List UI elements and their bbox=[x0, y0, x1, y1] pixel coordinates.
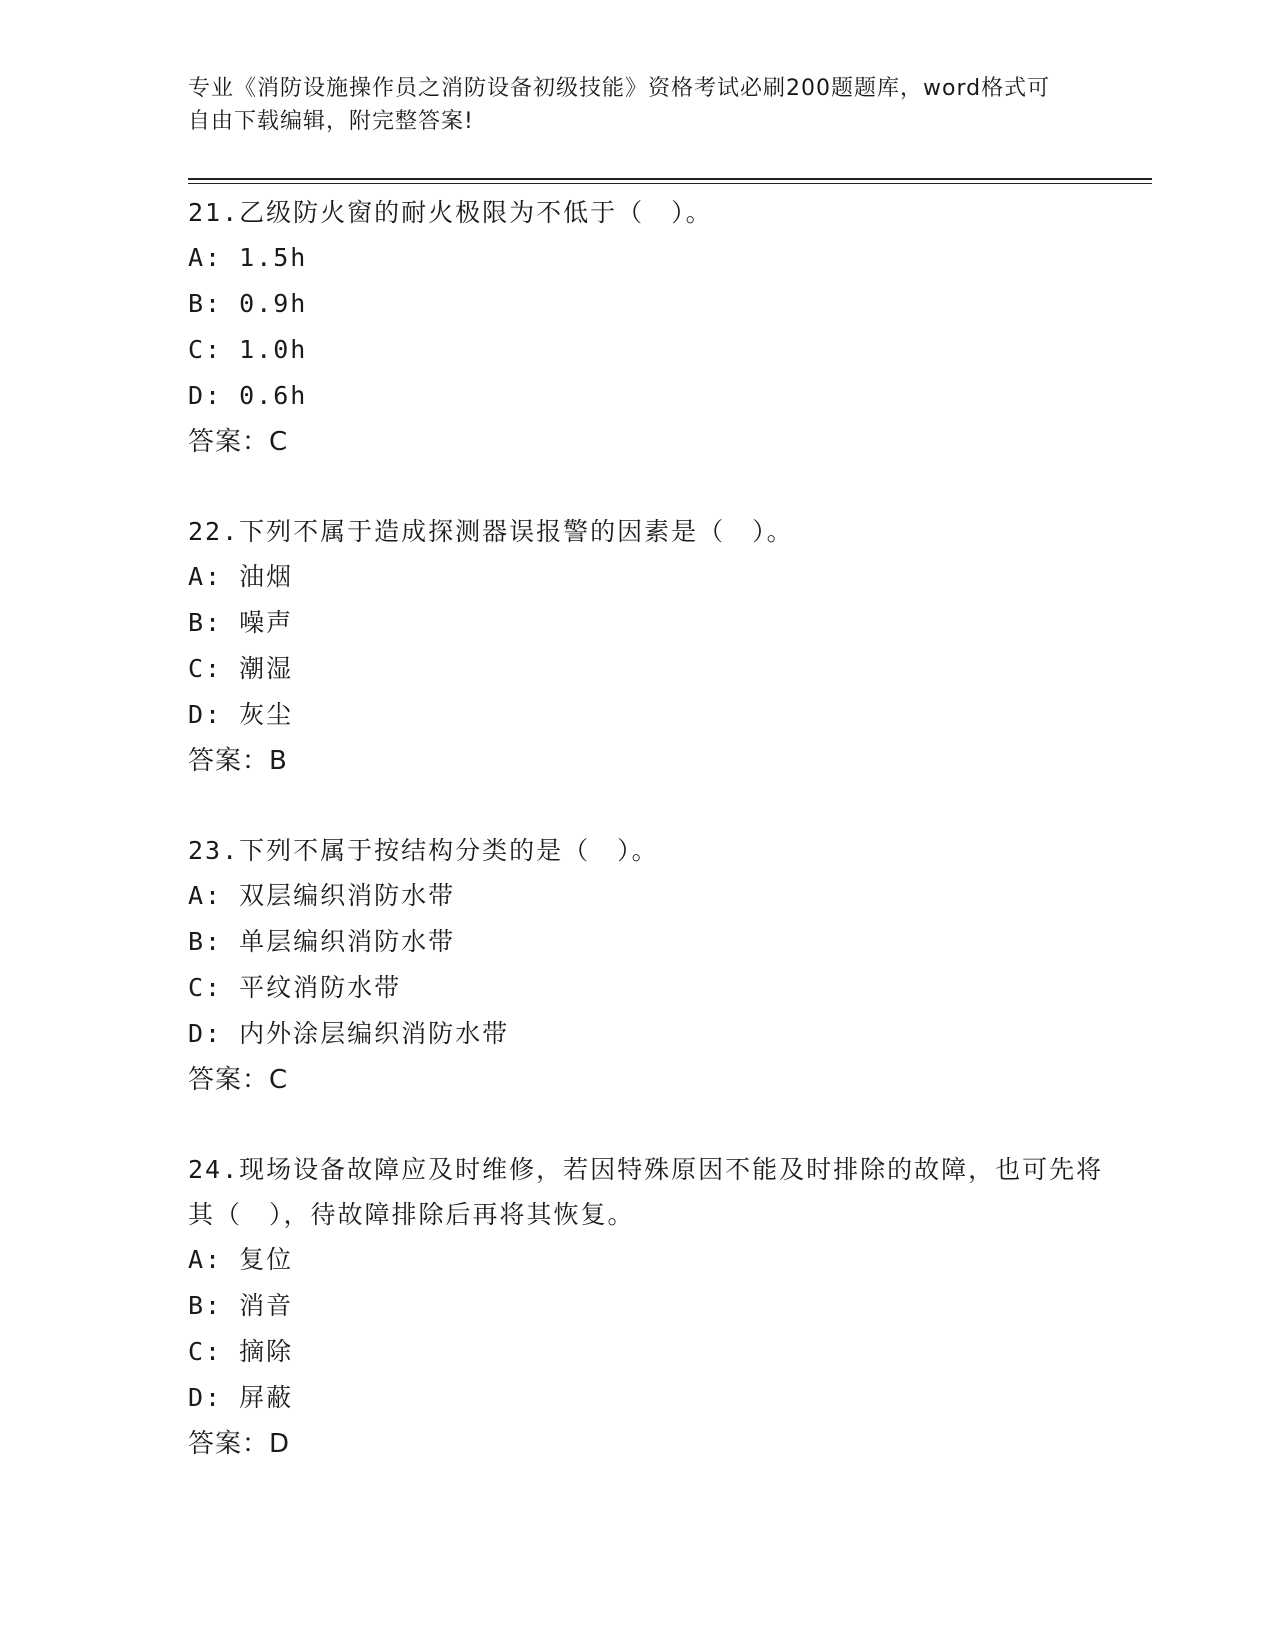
option-c: C: 1.0h bbox=[188, 335, 308, 364]
answer-line: 答案：C bbox=[188, 1065, 289, 1095]
question-list bbox=[188, 190, 1118, 1511]
question-22 bbox=[188, 509, 1118, 784]
option-c: C: 摘除 bbox=[188, 1337, 294, 1366]
option-b: B: 消音 bbox=[188, 1291, 294, 1320]
option-d: D: 屏蔽 bbox=[188, 1383, 294, 1412]
question-21 bbox=[188, 190, 1118, 465]
question-24 bbox=[188, 1147, 1118, 1467]
question-text: 22.下列不属于造成探测器误报警的因素是（ ）。 bbox=[188, 517, 794, 546]
option-c: C: 平纹消防水带 bbox=[188, 973, 402, 1002]
question-text: 23.下列不属于按结构分类的是（ ）。 bbox=[188, 836, 659, 865]
option-b: B: 噪声 bbox=[188, 608, 294, 637]
option-c: C: 潮湿 bbox=[188, 654, 294, 683]
option-d: D: 灰尘 bbox=[188, 700, 294, 729]
option-a: A: 双层编织消防水带 bbox=[188, 881, 456, 910]
question-text: 21.乙级防火窗的耐火极限为不低于（ ）。 bbox=[188, 198, 713, 227]
answer-line: 答案：B bbox=[188, 746, 288, 776]
option-b: B: 单层编织消防水带 bbox=[188, 927, 456, 956]
document-header: 专业《消防设施操作员之消防设备初级技能》资格考试必刷200题题库，word格式可自由下载编辑，附完整答案! bbox=[188, 76, 1051, 134]
answer-line: 答案：C bbox=[188, 427, 289, 457]
answer-line: 答案：D bbox=[188, 1429, 291, 1459]
option-b: B: 0.9h bbox=[188, 289, 308, 318]
option-a: A: 1.5h bbox=[188, 243, 308, 272]
option-d: D: 0.6h bbox=[188, 381, 308, 410]
option-d: D: 内外涂层编织消防水带 bbox=[188, 1019, 510, 1048]
option-a: A: 复位 bbox=[188, 1245, 294, 1274]
question-23 bbox=[188, 828, 1118, 1103]
question-text: 24.现场设备故障应及时维修，若因特殊原因不能及时排除的故障，也可先将其（ ），待故障排除后再将其恢复。 bbox=[188, 1155, 1104, 1229]
option-a: A: 油烟 bbox=[188, 562, 294, 591]
header-divider bbox=[188, 178, 1152, 184]
